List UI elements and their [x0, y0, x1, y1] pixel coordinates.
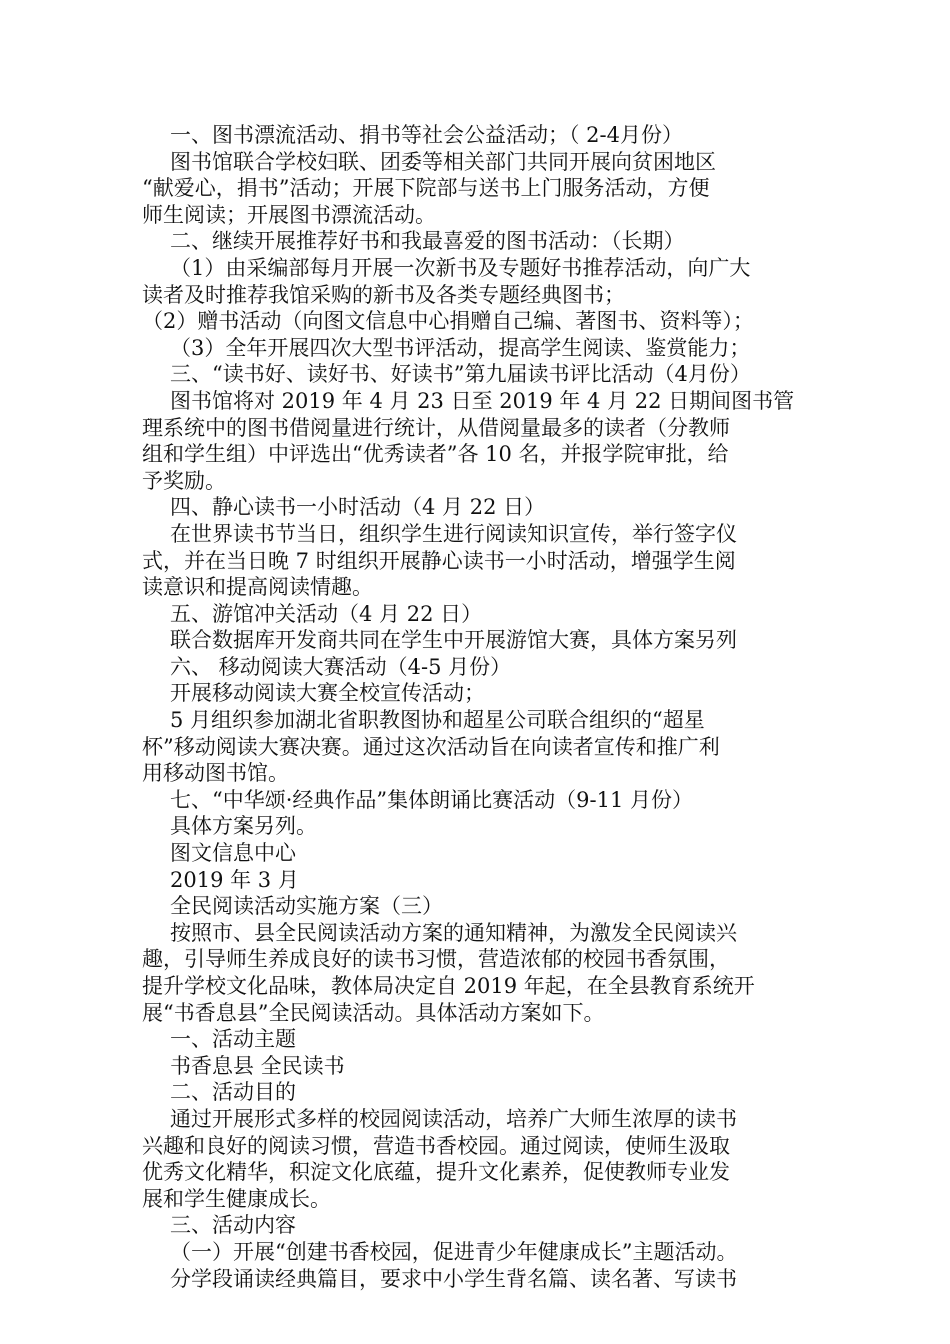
- text-line: 具体方案另列。: [170, 814, 317, 839]
- text-line: 二、活动目的: [170, 1080, 296, 1105]
- text-line: 开展移动阅读大赛全校宣传活动；: [170, 681, 485, 706]
- text-line: 2019 年 3 月: [170, 867, 299, 892]
- text-line: 通过开展形式多样的校园阅读活动，培养广大师生浓厚的读书: [170, 1106, 737, 1131]
- text-line: 兴趣和良好的阅读习惯，营造书香校园。通过阅读，使师生汲取: [142, 1133, 730, 1158]
- text-line: 三、“读书好、读好书、好读书”第九届读书评比活动（4月份）: [170, 362, 751, 387]
- text-line: 一、活动主题: [170, 1027, 296, 1052]
- text-line: 四、静心读书一小时活动（4 月 22 日）: [170, 495, 546, 520]
- text-line: 三、活动内容: [170, 1213, 296, 1238]
- text-line: 读意识和提高阅读情趣。: [142, 575, 373, 600]
- text-line: （1）由采编部每月开展一次新书及专题好书推荐活动，向广大: [170, 255, 751, 280]
- text-line: “献爱心，捐书”活动；开展下院部与送书上门服务活动，方便: [142, 176, 710, 201]
- text-line: 五、游馆冲关活动（4 月 22 日）: [170, 601, 483, 626]
- text-line: 予奖励。: [142, 468, 226, 493]
- text-line: 组和学生组）中评选出“优秀读者”各 10 名，并报学院审批，给: [142, 442, 729, 467]
- text-line: 5 月组织参加湖北省职教图协和超星公司联合组织的“超星: [170, 708, 705, 733]
- text-line: 七、“中华颂·经典作品”集体朗诵比赛活动（9-11 月份）: [170, 787, 693, 812]
- text-line: 优秀文化精华，积淀文化底蕴，提升文化素养，促使教师专业发: [142, 1160, 730, 1185]
- text-line: 展“书香息县”全民阅读活动。具体活动方案如下。: [142, 1000, 605, 1025]
- text-line: 联合数据库开发商共同在学生中开展游馆大赛，具体方案另列: [170, 628, 737, 653]
- text-line: 杯”移动阅读大赛决赛。通过这次活动旨在向读者宣传和推广利: [142, 734, 720, 759]
- text-line: （3）全年开展四次大型书评活动，提高学生阅读、鉴赏能力；: [170, 335, 751, 360]
- text-line: 二、继续开展推荐好书和我最喜爱的图书活动：（长期）: [170, 229, 685, 254]
- text-line: 书香息县 全民读书: [170, 1053, 345, 1078]
- text-line: 式，并在当日晚 7 时组织开展静心读书一小时活动，增强学生阅: [142, 548, 736, 573]
- document-body: [142, 122, 812, 1292]
- text-line: 全民阅读活动实施方案（三）: [170, 894, 443, 919]
- text-line: 读者及时推荐我馆采购的新书及各类专题经典图书；: [142, 282, 625, 307]
- text-line: 图书馆将对 2019 年 4 月 23 日至 2019 年 4 月 22 日期间图书管: [170, 388, 795, 413]
- text-line: 用移动图书馆。: [142, 761, 289, 786]
- text-line: （一）开展“创建书香校园，促进青少年健康成长”主题活动。: [170, 1239, 738, 1264]
- text-line: 图书馆联合学校妇联、团委等相关部门共同开展向贫困地区: [170, 149, 716, 174]
- text-line: 分学段诵读经典篇目，要求中小学生背名篇、读名著、写读书: [170, 1266, 737, 1291]
- text-line: 按照市、县全民阅读活动方案的通知精神，为激发全民阅读兴: [170, 920, 737, 945]
- text-line: 趣，引导师生养成良好的读书习惯，营造浓郁的校园书香氛围，: [142, 947, 730, 972]
- text-line: 图文信息中心: [170, 841, 296, 866]
- text-line: 一、图书漂流活动、捐书等社会公益活动；（ 2-4月份）: [170, 123, 683, 147]
- text-line: （2）赠书活动（向图文信息中心捐赠自己编、著图书、资料等）；: [142, 309, 754, 334]
- text-line: 在世界读书节当日，组织学生进行阅读知识宣传，举行签字仪: [170, 521, 737, 546]
- text-line: 六、 移动阅读大赛活动（4-5 月份）: [170, 654, 512, 679]
- text-line: 提升学校文化品味，教体局决定自 2019 年起，在全县教育系统开: [142, 974, 755, 998]
- text-line: 展和学生健康成长。: [142, 1186, 331, 1211]
- text-line: 师生阅读；开展图书漂流活动。: [142, 202, 436, 227]
- text-line: 理系统中的图书借阅量进行统计，从借阅量最多的读者（分教师: [142, 415, 730, 440]
